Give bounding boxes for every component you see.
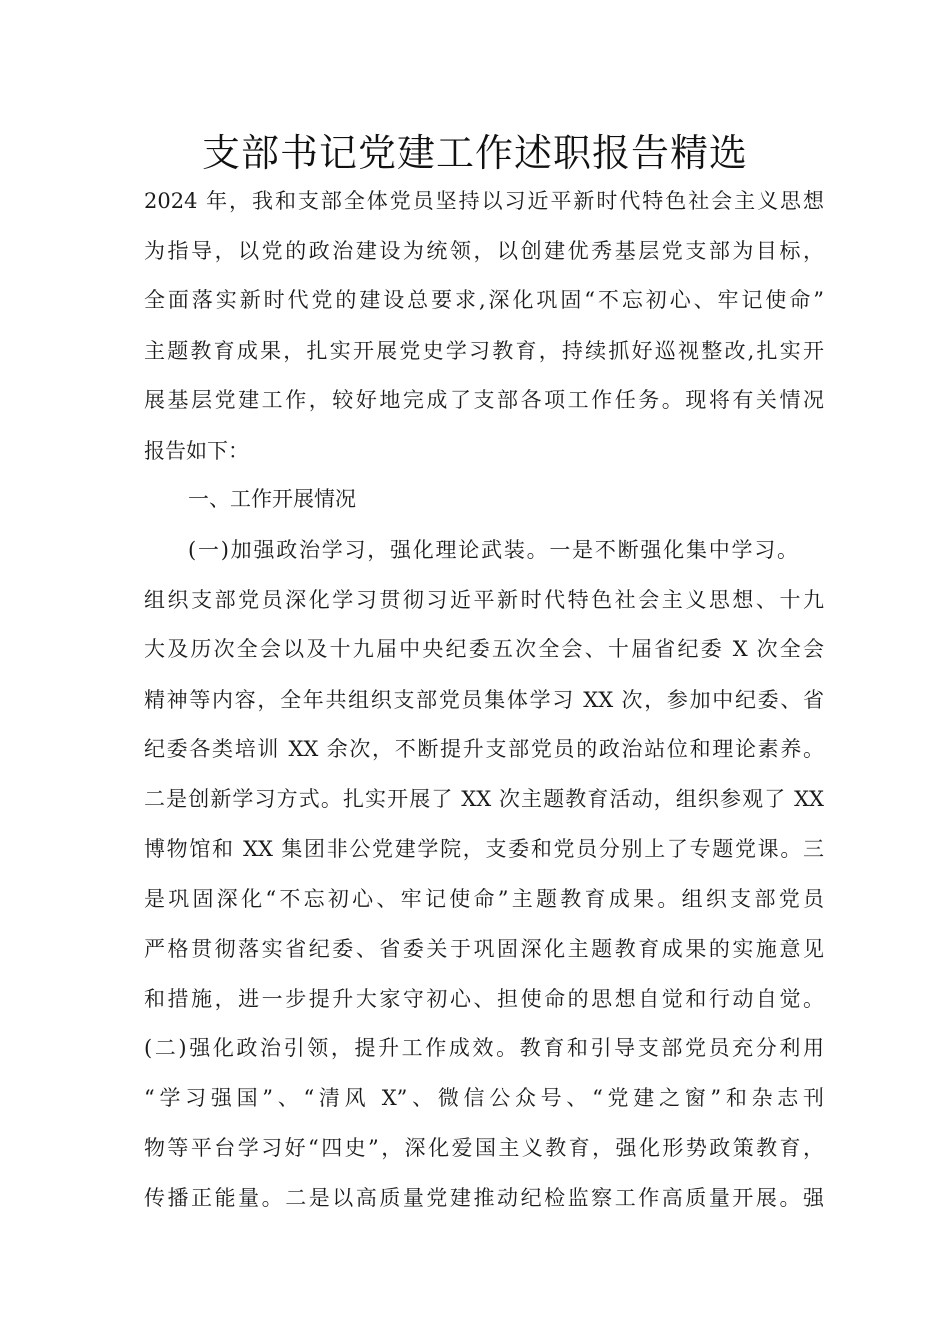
body-line: 为指导，以党的政治建设为统领，以创建优秀基层党支部为目标， <box>144 239 824 263</box>
body-line: 和措施，进一步提升大家守初心、担使命的思想自觉和行动自觉。 <box>144 987 824 1011</box>
body-line: 2024 年，我和支部全体党员坚持以习近平新时代特色社会主义思想 <box>144 189 824 213</box>
body-line: 博物馆和 XX 集团非公党建学院，支委和党员分别上了专题党课。三 <box>144 837 824 861</box>
body-line: 大及历次全会以及十九届中央纪委五次全会、十届省纪委 X 次全会 <box>144 637 824 661</box>
body-line: 传播正能量。二是以高质量党建推动纪检监察工作高质量开展。强 <box>144 1186 824 1210</box>
body-line: “学习强国”、“清风 X”、微信公众号、“党建之窗”和杂志刊 <box>144 1086 824 1110</box>
body-line: 精神等内容，全年共组织支部党员集体学习 XX 次，参加中纪委、省 <box>144 688 824 712</box>
subsection-heading-line: (二)强化政治引领，提升工作成效。教育和引导支部党员充分利用 <box>144 1036 824 1060</box>
body-line: 组织支部党员深化学习贯彻习近平新时代特色社会主义思想、十九 <box>144 588 824 612</box>
body-line: 报告如下： <box>144 439 249 463</box>
body-line: 主题教育成果，扎实开展党史学习教育，持续抓好巡视整改,扎实开 <box>144 339 824 363</box>
body-line: 严格贯彻落实省纪委、省委关于巩固深化主题教育成果的实施意见 <box>144 937 824 961</box>
body-line: 全面落实新时代党的建设总要求,深化巩固“不忘初心、牢记使命” <box>144 288 824 312</box>
body-line: 是巩固深化“不忘初心、牢记使命”主题教育成果。组织支部党员 <box>144 887 824 911</box>
body-line: 展基层党建工作，较好地完成了支部各项工作任务。现将有关情况 <box>144 388 824 412</box>
document-title: 支部书记党建工作述职报告精选 <box>201 131 748 175</box>
body-line: 纪委各类培训 XX 余次，不断提升支部党员的政治站位和理论素养。 <box>144 737 824 761</box>
subsection-heading-line: (一)加强政治学习，强化理论武装。一是不断强化集中学习。 <box>188 538 798 562</box>
section-heading: 一、工作开展情况 <box>188 487 356 511</box>
body-line: 物等平台学习好“四史”，深化爱国主义教育，强化形势政策教育， <box>144 1136 824 1160</box>
body-line: 二是创新学习方式。扎实开展了 XX 次主题教育活动，组织参观了 XX <box>144 787 824 811</box>
